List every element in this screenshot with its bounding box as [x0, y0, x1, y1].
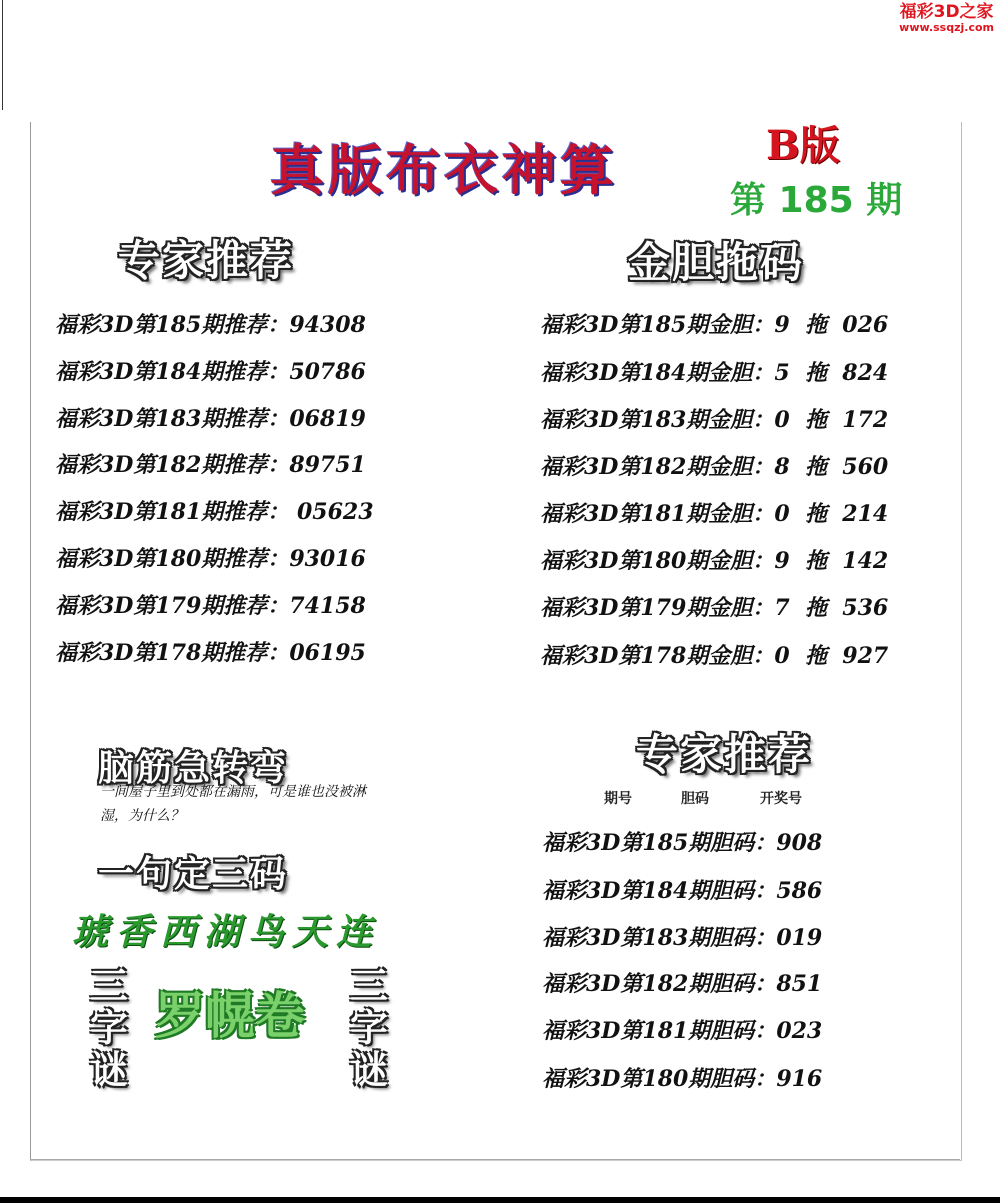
- tuo-value: 824: [842, 360, 889, 386]
- row-label: 福彩3D第183期胆码：: [542, 925, 777, 951]
- column-header-issue: 期号: [604, 791, 632, 807]
- row-label: 福彩3D第185期金胆：: [540, 312, 775, 338]
- section-heading-expert-2: 专家推荐: [636, 730, 813, 779]
- row-value: 93016: [289, 546, 366, 572]
- list-item: [55, 402, 366, 433]
- section-heading-phrase: 一句定三码: [98, 854, 289, 895]
- row-label: 福彩3D第181期金胆：: [540, 501, 775, 527]
- list-item: [540, 544, 888, 575]
- dan-value: 9: [774, 312, 790, 338]
- tuo-label: 拖: [804, 360, 827, 386]
- list-item: [55, 448, 366, 479]
- list-item: [55, 589, 366, 620]
- row-value: 916: [776, 1066, 823, 1092]
- word-puzzle-left-label: 三字谜: [89, 964, 128, 1092]
- paper-bottom-line: [30, 1159, 960, 1160]
- tuo-value: 560: [842, 454, 889, 480]
- row-label: 福彩3D第182期胆码：: [542, 971, 777, 997]
- phrase-text: 琥香西湖鸟天连: [72, 911, 381, 953]
- row-value: 023: [776, 1018, 823, 1044]
- row-label: 福彩3D第182期推荐：: [55, 452, 290, 478]
- riddle-question: 一间屋子里到处都在漏雨，可是谁也没被淋湿，为什么？: [100, 784, 366, 824]
- row-label: 福彩3D第180期金胆：: [540, 548, 775, 574]
- scan-edge: [2, 0, 3, 110]
- list-item: [542, 921, 822, 952]
- row-label: 福彩3D第181期胆码：: [542, 1018, 777, 1044]
- tuo-value: 142: [842, 548, 889, 574]
- row-value: 89751: [289, 452, 366, 478]
- list-item: [540, 403, 888, 434]
- tuo-label: 拖: [804, 501, 827, 527]
- list-item: [540, 308, 888, 339]
- tuo-value: 172: [842, 407, 889, 433]
- row-label: 福彩3D第184期金胆：: [540, 360, 775, 386]
- tuo-label: 拖: [804, 643, 827, 669]
- section-heading-expert: 专家推荐: [118, 236, 295, 285]
- list-item: [542, 967, 822, 998]
- tuo-label: 拖: [804, 454, 827, 480]
- list-item: [55, 308, 366, 339]
- list-item: [542, 874, 822, 905]
- dan-value: 7: [774, 595, 790, 621]
- section-heading-dantuo: 金胆拖码: [628, 238, 805, 287]
- row-label: 福彩3D第182期金胆：: [540, 454, 775, 480]
- list-item: [542, 826, 822, 857]
- tuo-label: 拖: [804, 595, 827, 621]
- dan-value: 9: [774, 548, 790, 574]
- watermark-url: www.ssqzj.com: [899, 20, 994, 34]
- word-puzzle-answer: 罗幌卷: [155, 987, 305, 1045]
- row-label: 福彩3D第185期推荐：: [55, 312, 290, 338]
- list-item: [55, 636, 366, 667]
- list-item: [540, 356, 888, 387]
- row-label: 福彩3D第179期推荐：: [55, 593, 290, 619]
- row-value: 50786: [289, 359, 366, 385]
- watermark-site-name: 福彩3D之家: [899, 2, 994, 22]
- row-label: 福彩3D第185期胆码：: [542, 830, 777, 856]
- tuo-value: 927: [842, 643, 889, 669]
- list-item: [55, 542, 366, 573]
- row-label: 福彩3D第183期推荐：: [55, 406, 290, 432]
- list-item: [540, 639, 888, 670]
- dan-value: 0: [774, 407, 790, 433]
- list-item: [540, 591, 888, 622]
- site-watermark: [899, 4, 994, 33]
- scan-bottom-bar: [0, 1197, 1000, 1203]
- row-label: 福彩3D第180期胆码：: [542, 1066, 777, 1092]
- row-label: 福彩3D第180期推荐：: [55, 546, 290, 572]
- row-value: 06819: [289, 406, 366, 432]
- list-item: [542, 1062, 822, 1093]
- row-value: 851: [776, 971, 823, 997]
- dan-value: 5: [774, 360, 790, 386]
- row-label: 福彩3D第181期推荐：: [55, 499, 290, 525]
- row-label: 福彩3D第183期金胆：: [540, 407, 775, 433]
- dan-value: 8: [774, 454, 790, 480]
- row-label: 福彩3D第184期推荐：: [55, 359, 290, 385]
- row-value: 74158: [289, 593, 366, 619]
- row-label: 福彩3D第178期推荐：: [55, 640, 290, 666]
- tuo-value: 536: [842, 595, 889, 621]
- row-label: 福彩3D第184期胆码：: [542, 878, 777, 904]
- tuo-value: 214: [842, 501, 889, 527]
- row-value: 586: [776, 878, 823, 904]
- list-item: [55, 355, 366, 386]
- tuo-value: 026: [842, 312, 889, 338]
- list-item: [540, 450, 888, 481]
- list-item: [542, 1014, 822, 1045]
- row-value: 019: [776, 925, 823, 951]
- row-value: 06195: [289, 640, 366, 666]
- row-label: 福彩3D第179期金胆：: [540, 595, 775, 621]
- row-label: 福彩3D第178期金胆：: [540, 643, 775, 669]
- tuo-label: 拖: [804, 312, 827, 338]
- issue-number: 第 185 期: [730, 180, 903, 221]
- tuo-label: 拖: [804, 548, 827, 574]
- row-value: 94308: [289, 312, 366, 338]
- dan-value: 0: [774, 643, 790, 669]
- section-heading-riddle: 脑筋急转弯: [98, 748, 289, 789]
- word-puzzle-right-label: 三字谜: [349, 964, 388, 1092]
- row-value: 908: [776, 830, 823, 856]
- column-header-dan: 胆码: [681, 791, 709, 807]
- page-title: 真版布衣神算: [270, 138, 618, 202]
- list-item: [540, 497, 888, 528]
- list-item: [55, 495, 374, 526]
- row-value: 05623: [289, 499, 374, 525]
- edition-label: B版: [766, 122, 840, 169]
- column-header-draw: 开奖号: [760, 791, 802, 807]
- dan-value: 0: [774, 501, 790, 527]
- tuo-label: 拖: [804, 407, 827, 433]
